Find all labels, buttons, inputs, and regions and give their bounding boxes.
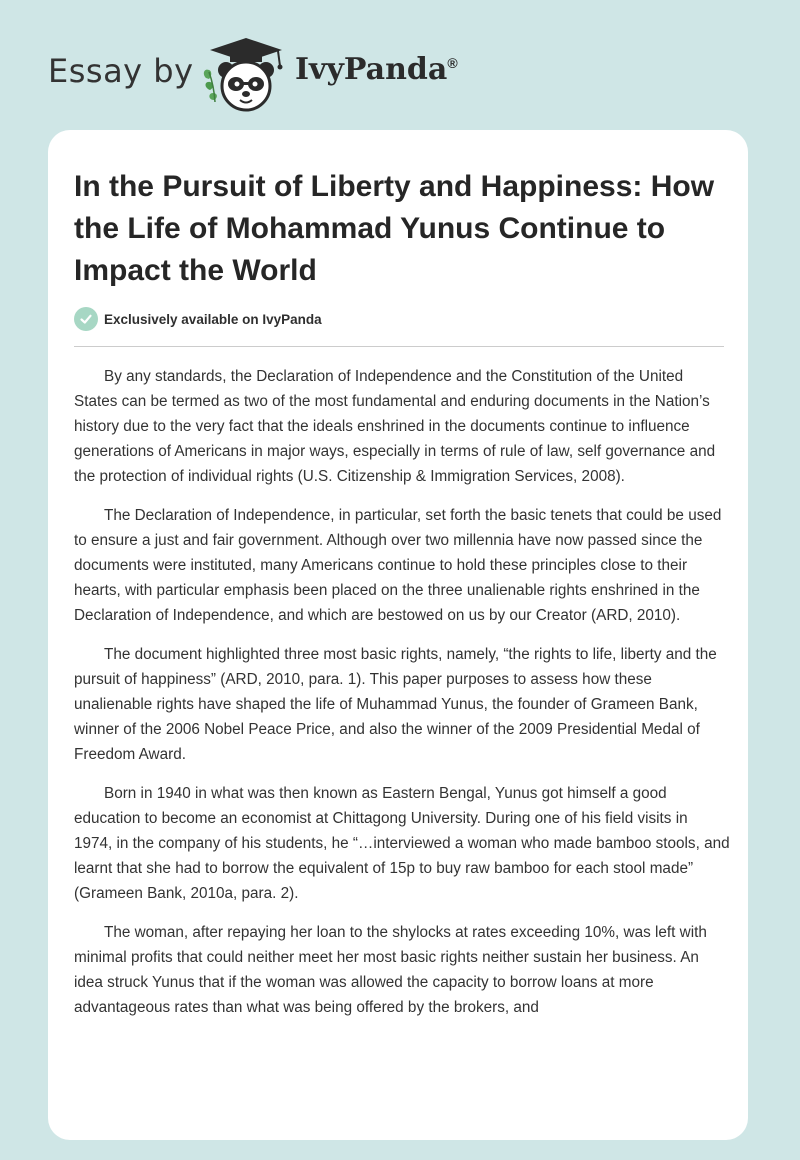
essay-card: [48, 130, 748, 1140]
registered-mark: ®: [447, 55, 458, 71]
paragraph: The Declaration of Independence, in particular, set forth the basic tenets that could be used to ensure a just and fair government. Although over two millennia have now passed since the documents were instituted, many Americans continue to hold these principles close to their hearts, with particular emphasis been placed on the three unalienable rights enshrined in the Declaration of Independence, and which are bestowed on us by our Creator (ARD, 2010).: [74, 507, 722, 624]
essay-body: [74, 364, 730, 1034]
brand-text: IvyPanda: [295, 52, 448, 87]
paragraph: By any standards, the Declaration of Independence and the Constitution of the United States can be termed as two of the most fundamental and enduring documents in the Nation’s history due to the very fact that the ideals enshrined in the documents continue to influence generations of Americans in major ways, especially in terms of rule of law, self governance and the protection of individual rights (U.S. Citizenship & Immigration Services, 2008).: [74, 368, 716, 485]
divider: [74, 346, 724, 347]
site-header: [0, 0, 800, 120]
brand-name[interactable]: [295, 52, 458, 87]
paragraph: The woman, after repaying her loan to the shylocks at rates exceeding 10%, was left with minimal profits that could neither meet her most basic rights neither sustain her business. An idea struck Yunus that if the woman was allowed the capacity to borrow loans at more advantageous rates than what was being offered by the brokers, and: [74, 924, 707, 1016]
ivypanda-logo[interactable]: [200, 34, 292, 114]
check-icon: [74, 307, 98, 331]
essay-title: In the Pursuit of Liberty and Happiness: How the Life of Mohammad Yunus Continue to Impact the World: [74, 170, 715, 287]
paragraph: Born in 1940 in what was then known as Eastern Bengal, Yunus got himself a good education to become an economist at Chittagong University. During one of his field visits in 1974, in the company of his students, he “…interviewed a woman who made bamboo stools, and learnt that she had to borrow the equivalent of 15p to buy raw bamboo for each stool made” (Grameen Bank, 2010a, para. 2).: [74, 785, 730, 902]
exclusive-badge-label: Exclusively available on IvyPanda: [104, 311, 322, 327]
essay-by-label: Essay by: [48, 52, 194, 90]
exclusive-badge: [74, 306, 322, 332]
paragraph: The document highlighted three most basic rights, namely, “the rights to life, liberty and the pursuit of happiness” (ARD, 2010, para. 1). This paper purposes to assess how these unalienable rights have shaped the life of Muhammad Yunus, the founder of Grameen Bank, winner of the 2006 Nobel Peace Price, and also the winner of the 2009 Presidential Medal of Freedom Award.: [74, 646, 717, 763]
panda-logo-icon: [200, 34, 292, 114]
